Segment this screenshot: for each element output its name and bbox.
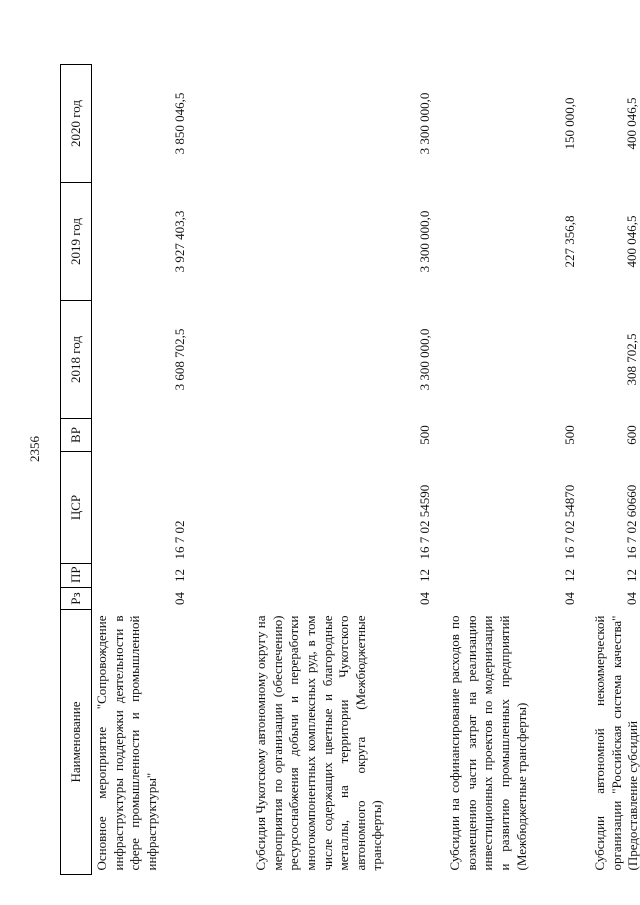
row-2020: 3 850 046,5 <box>172 92 187 155</box>
row-2020: 400 046,5 <box>624 97 639 150</box>
row-rz: 04 <box>562 592 577 605</box>
header-name: Наименование <box>61 610 92 875</box>
row-csr: 16 7 02 54870 <box>562 484 577 560</box>
row-rz: 04 <box>624 592 639 605</box>
header-2019: 2019 год <box>61 183 92 301</box>
row-rz: 04 <box>417 592 432 605</box>
row-pr: 12 <box>172 569 187 582</box>
header-pr: ПР <box>61 564 92 588</box>
row-vr: 500 <box>562 425 577 445</box>
table-row <box>251 65 445 875</box>
table-row <box>92 65 252 875</box>
row-vr <box>92 419 252 452</box>
rotated-page <box>60 65 640 875</box>
row-2019: 3 300 000,0 <box>417 210 432 273</box>
row-csr: 16 7 02 60660 <box>624 484 639 560</box>
row-csr: 16 7 02 54590 <box>417 484 432 560</box>
header-vr: ВР <box>61 419 92 452</box>
row-2018: 3 608 702,5 <box>172 328 187 391</box>
row-2018: 308 702,5 <box>624 333 639 386</box>
header-2018: 2018 год <box>61 301 92 419</box>
row-2019: 400 046,5 <box>624 215 639 268</box>
row-pr: 12 <box>562 569 577 582</box>
row-2019: 227 356,8 <box>562 215 577 268</box>
header-row <box>61 65 92 875</box>
page-number: 2356 <box>27 436 42 462</box>
table-row <box>590 65 640 875</box>
row-csr: 16 7 02 <box>172 520 187 560</box>
header-2020: 2020 год <box>61 65 92 183</box>
row-name: Субсидии автономной некоммерческой организации "Российская система качества" (Предоставление субсидий <box>592 615 640 871</box>
header-csr: ЦСР <box>61 452 92 564</box>
row-pr: 12 <box>624 569 639 582</box>
row-pr: 12 <box>417 569 432 582</box>
row-name: Основное мероприятие "Сопровождение инфраструктуры поддержки деятельности в сфере промышленности и промышленной инфраструктуры" <box>94 615 159 871</box>
row-2020: 3 300 000,0 <box>417 92 432 155</box>
header-rz: Рз <box>61 588 92 610</box>
row-2019: 3 927 403,3 <box>172 210 187 273</box>
row-2018: 3 300 000,0 <box>417 328 432 391</box>
table-row <box>445 65 590 875</box>
budget-table <box>60 64 640 875</box>
row-2020: 150 000,0 <box>562 97 577 150</box>
row-vr: 500 <box>417 425 432 445</box>
row-vr: 600 <box>624 425 639 445</box>
row-name: Субсидия Чукотскому автономному округу на мероприятия по организации (обеспечению) ресурсоснабжения добычи и переработки многокомпонентных комплексных руд, в том числе содержащих цветные и благородные металлы, на территории Чукотского автономного округа (Межбюджетные трансферты) <box>253 615 385 871</box>
row-rz: 04 <box>172 592 187 605</box>
row-2018 <box>445 301 590 419</box>
row-name: Субсидии на софинансирование расходов по возмещению части затрат на реализацию инвестиционных проектов по модернизации и развитию промышленных предприятий (Межбюджетные трансферты) <box>447 615 529 871</box>
